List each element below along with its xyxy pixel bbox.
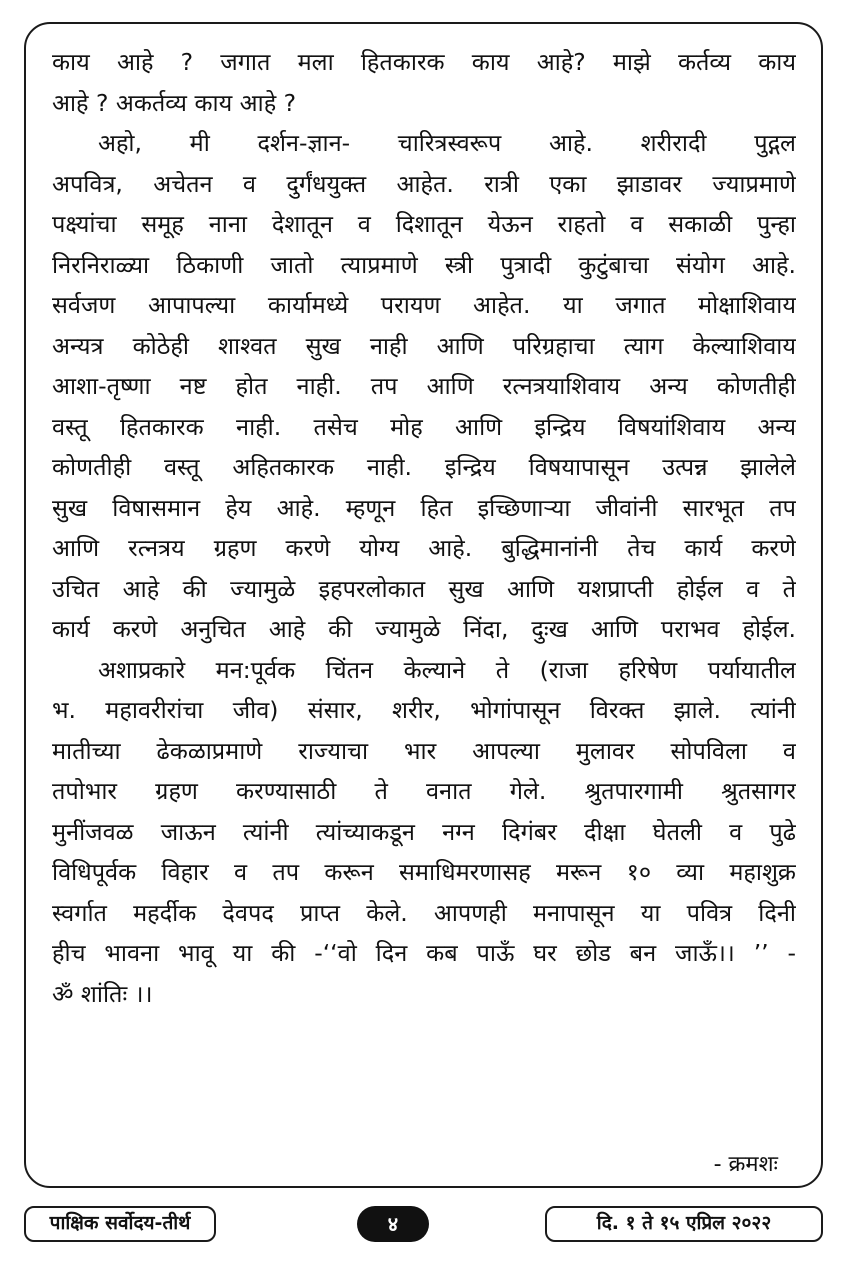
article-body bbox=[52, 42, 796, 1014]
body-line: निरनिराळ्या ठिकाणी जातो त्याप्रमाणे स्त्री पुत्रादी कुटुंबाचा संयोग आहे. bbox=[52, 250, 796, 279]
body-line: हीच भावना भावू या की -‘‘वो दिन कब पाऊँ घर छोड बन जाऊँ।। ’’ - bbox=[52, 939, 796, 967]
body-line: मातीच्या ढेकळाप्रमाणे राज्याचा भार आपल्या मुलावर सोपविला व bbox=[52, 736, 796, 765]
body-line: ॐ शांतिः ।। bbox=[52, 979, 153, 1008]
body-line: अन्यत्र कोठेही शाश्वत सुख नाही आणि परिग्रहाचा त्याग केल्याशिवाय bbox=[52, 331, 796, 360]
body-line: पक्ष्यांचा समूह नाना देशातून व दिशातून येऊन राहतो व सकाळी पुन्हा bbox=[52, 210, 796, 238]
body-line: आणि रत्नत्रय ग्रहण करणे योग्य आहे. बुद्धिमानांनी तेच कार्य करणे bbox=[52, 534, 796, 562]
issue-date: दि. १ ते १५ एप्रिल २०२२ bbox=[545, 1206, 823, 1242]
page-number: ४ bbox=[357, 1206, 429, 1242]
body-line: वस्तू हितकारक नाही. तसेच मोह आणि इन्द्रिय विषयांशिवाय अन्य bbox=[52, 412, 796, 441]
body-line: उचित आहे की ज्यामुळे इहपरलोकात सुख आणि यशप्राप्ती होईल व ते bbox=[52, 574, 796, 603]
continued-label: - क्रमशः bbox=[713, 1152, 778, 1177]
body-line: स्वर्गात महर्दीक देवपद प्राप्त केले. आपणही मनापासून या पवित्र दिनी bbox=[52, 898, 796, 927]
publication-name: पाक्षिक सर्वोदय-तीर्थ bbox=[24, 1206, 216, 1242]
body-line: सुख विषासमान हेय आहे. म्हणून हित इच्छिणाऱ्या जीवांनी सारभूत तप bbox=[52, 493, 796, 522]
body-line: भ. महावरीरांचा जीव) संसार, शरीर, भोगांपासून विरक्त झाले. त्यांनी bbox=[52, 696, 796, 724]
body-line: कार्य करणे अनुचित आहे की ज्यामुळे निंदा, दुःख आणि पराभव होईल. bbox=[52, 615, 796, 643]
body-line: सर्वजण आपापल्या कार्यामध्ये परायण आहेत. या जगात मोक्षाशिवाय bbox=[52, 291, 796, 319]
body-line: आहे ? अकर्तव्य काय आहे ? bbox=[52, 88, 297, 117]
paragraph-start-line: अहो, मी दर्शन-ज्ञान- चारित्रस्वरूप आहे. शरीरादी पुद्गल bbox=[98, 129, 796, 157]
body-line: अपवित्र, अचेतन व दुर्गंधयुक्त आहेत. रात्री एका झाडावर ज्याप्रमाणे bbox=[52, 169, 796, 198]
paragraph-start-line: अशाप्रकारे मन:पूर्वक चिंतन केल्याने ते (राजा हरिषेण पर्यायातील bbox=[98, 655, 796, 684]
body-line: कोणतीही वस्तू अहितकारक नाही. इन्द्रिय विषयापासून उत्पन्न झालेले bbox=[52, 453, 796, 481]
body-line: तपोभार ग्रहण करण्यासाठी ते वनात गेले. श्रुतपारगामी श्रुतसागर bbox=[52, 777, 796, 805]
body-line: मुनींजवळ जाऊन त्यांनी त्यांच्याकडून नग्न दिगंबर दीक्षा घेतली व पुढे bbox=[52, 817, 796, 846]
body-line: आशा-तृष्णा नष्ट होत नाही. तप आणि रत्नत्रयाशिवाय अन्य कोणतीही bbox=[52, 372, 796, 400]
body-line: काय आहे ? जगात मला हितकारक काय आहे? माझे कर्तव्य काय bbox=[52, 48, 796, 76]
body-line: विधिपूर्वक विहार व तप करून समाधिमरणासह मरून १० व्या महाशुक्र bbox=[52, 858, 796, 886]
